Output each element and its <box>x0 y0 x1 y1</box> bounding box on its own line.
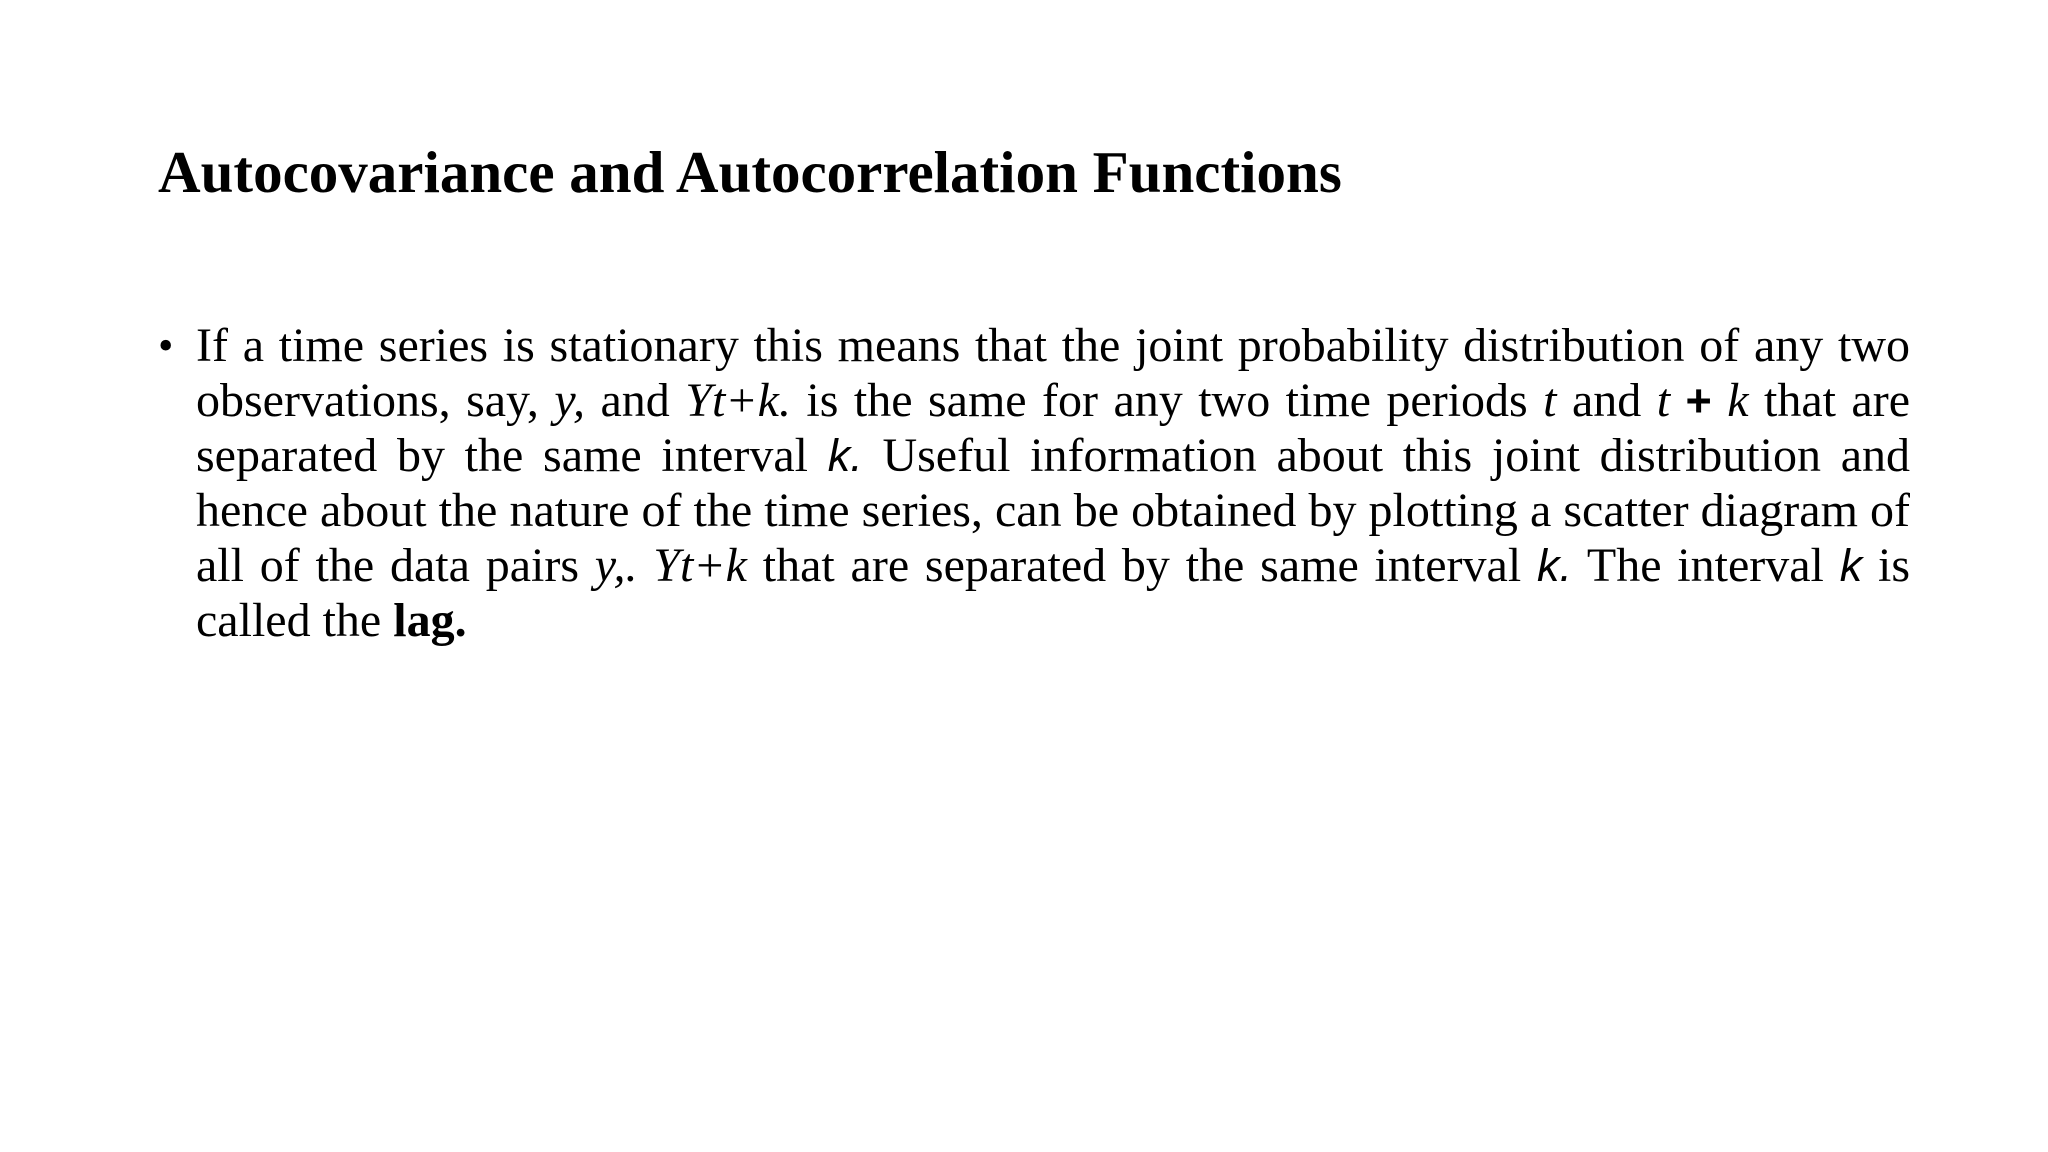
text-run: If a time series is stationary this means that the joint probability distribution of any two observations, say, <box>196 319 1910 427</box>
text-run: The interval <box>1571 539 1840 592</box>
bullet-paragraph <box>196 318 1910 648</box>
text-run: that are separated by the same interval <box>196 374 1911 482</box>
math-var: k <box>1839 540 1863 591</box>
math-var: k <box>1727 374 1749 427</box>
text-run: and <box>1556 374 1657 427</box>
text-run: is called the <box>196 539 1910 647</box>
math-var: k. <box>827 430 863 481</box>
math-operator: + <box>1685 375 1712 426</box>
math-var: y, <box>554 374 586 427</box>
text-run: and <box>585 374 686 427</box>
bullet-marker: • <box>158 321 174 370</box>
text-run <box>1670 374 1685 427</box>
math-var: t <box>1656 374 1671 427</box>
text-run <box>1712 374 1727 427</box>
math-var: t <box>1543 374 1557 427</box>
text-run: Useful information about this joint distribution and hence about the nature of the time series, can be obtained by plotting a scatter diagram of all of the data pairs <box>196 429 1911 592</box>
text-run: is the same for any two time periods <box>790 374 1544 427</box>
term-lag: lag. <box>393 594 467 647</box>
text-run: that are separated by the same interval <box>746 539 1537 592</box>
math-var: y,. Yt+k <box>594 539 747 592</box>
math-var: k. <box>1536 540 1572 591</box>
math-var: Yt+k. <box>685 374 791 427</box>
slide-title: Autocovariance and Autocorrelation Functions <box>158 139 1342 205</box>
